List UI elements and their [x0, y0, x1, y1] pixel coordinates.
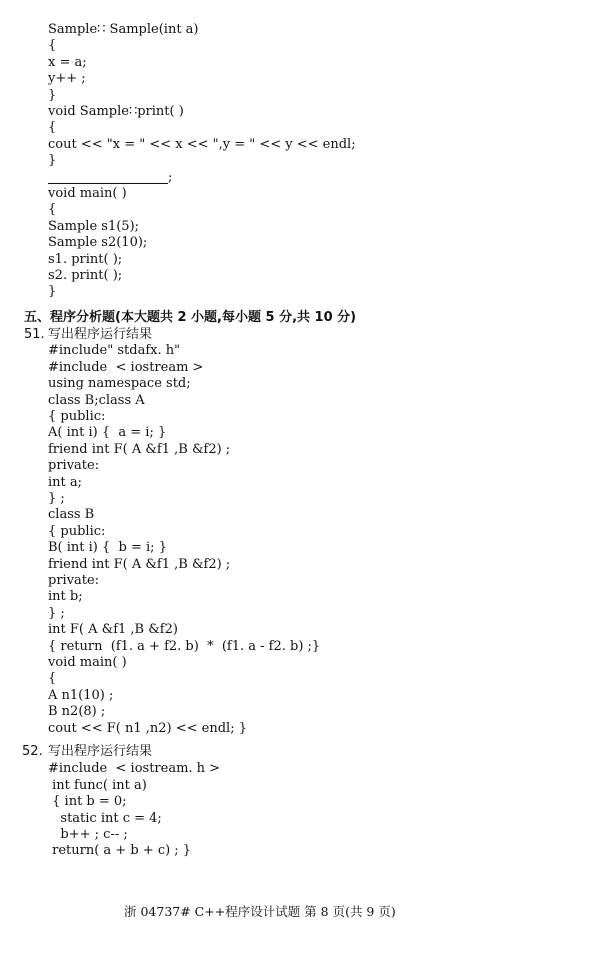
- code-line: } ;: [48, 605, 65, 621]
- code-line: #include < iostream >: [48, 359, 204, 375]
- code-line: class B;class A: [48, 392, 145, 408]
- code-line: B( int i) { b = i; }: [48, 540, 167, 556]
- code-line: int b;: [48, 589, 83, 605]
- code-line: void Sample∷print( ): [48, 104, 184, 119]
- question-title: 写出程序运行结果: [48, 744, 153, 759]
- code-line: void main( ): [48, 186, 127, 201]
- section-heading: 五、程序分析题(本大题共 2 小题,每小题 5 分,共 10 分): [24, 310, 357, 325]
- code-line: {: [48, 38, 57, 54]
- code-line: } ;: [48, 491, 65, 506]
- code-line: Sample s2(10);: [48, 235, 148, 251]
- code-line: private:: [48, 573, 100, 588]
- code-line: static int c = 4;: [48, 810, 162, 826]
- code-line: y++ ;: [48, 71, 86, 87]
- answer-blank: [48, 183, 168, 184]
- code-line: Sample∷ Sample(int a): [48, 22, 199, 37]
- question-number: 52.: [22, 744, 43, 759]
- code-line: int func( int a): [48, 777, 147, 793]
- code-line: class B: [48, 507, 95, 523]
- code-line: }: [48, 153, 57, 169]
- question-number: 51.: [24, 327, 45, 342]
- code-line: private:: [48, 458, 100, 474]
- code-line: A n1(10) ;: [48, 687, 114, 703]
- code-line: {: [48, 202, 57, 218]
- code-line: b++ ; c-- ;: [48, 827, 128, 842]
- code-line: A( int i) { a = i; }: [48, 425, 167, 441]
- code-line: cout << F( n1 ,n2) << endl; }: [48, 720, 247, 736]
- code-line: return( a + b + c) ; }: [48, 843, 192, 859]
- code-line: friend int F( A &f1 ,B &f2) ;: [48, 556, 231, 572]
- code-line: { int b = 0;: [48, 794, 127, 810]
- code-line: #include < iostream. h >: [48, 761, 221, 777]
- code-line: s1. print( );: [48, 251, 123, 267]
- code-line: {: [48, 120, 57, 136]
- code-line: friend int F( A &f1 ,B &f2) ;: [48, 441, 231, 457]
- code-line: s2. print( );: [48, 268, 123, 283]
- code-line: #include" stdafx. h": [48, 343, 181, 359]
- blank-semicolon: ;: [168, 169, 173, 185]
- code-line: Sample s1(5);: [48, 218, 140, 234]
- code-line: }: [48, 87, 57, 103]
- code-line: x = a;: [48, 54, 87, 70]
- code-line: { public:: [48, 523, 106, 539]
- question-title: 写出程序运行结果: [48, 327, 153, 342]
- code-line: { return (f1. a + f2. b) * (f1. a - f2. b) ;}: [48, 638, 321, 654]
- code-line: B n2(8) ;: [48, 704, 106, 720]
- code-line: using namespace std;: [48, 376, 191, 392]
- code-line: cout << "x = " << x << ",y = " << y << endl;: [48, 136, 356, 152]
- page-footer: 浙 04737# C++程序设计试题 第 8 页(共 9 页): [124, 904, 396, 919]
- code-line: void main( ): [48, 655, 127, 670]
- code-line: {: [48, 671, 57, 687]
- code-line: { public:: [48, 409, 106, 424]
- code-line: int a;: [48, 474, 83, 490]
- code-line: }: [48, 284, 57, 300]
- code-line: int F( A &f1 ,B &f2): [48, 622, 178, 638]
